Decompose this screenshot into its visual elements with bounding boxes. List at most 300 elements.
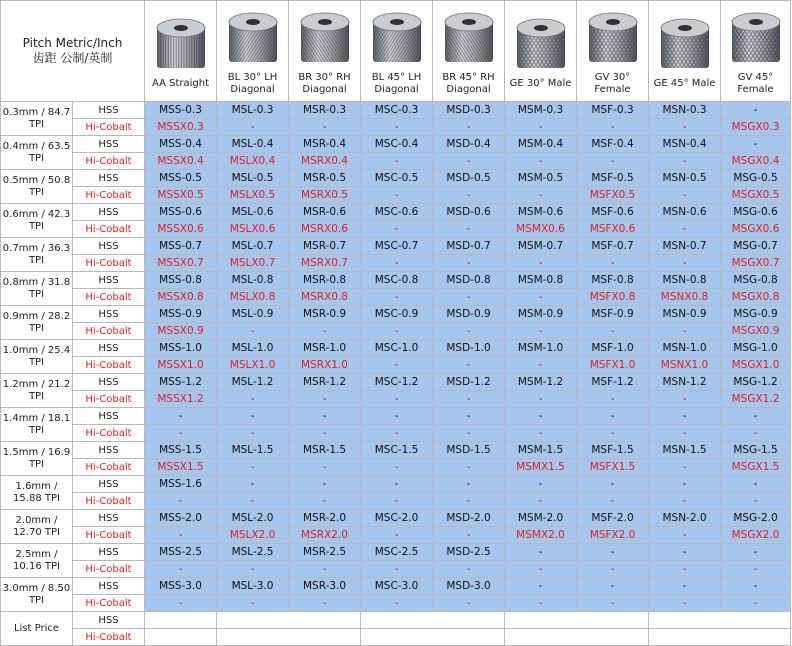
price-cell [649, 629, 791, 646]
part-number-cell: - [217, 408, 289, 425]
part-number-cell: - [433, 289, 505, 306]
part-number-cell: - [505, 289, 577, 306]
part-number-cell: - [289, 391, 361, 408]
part-number-cell: - [361, 323, 433, 340]
part-number-cell: - [649, 544, 721, 561]
part-number-cell: - [361, 561, 433, 578]
part-number-cell: MSF-0.5 [577, 170, 649, 187]
part-number-cell: MSC-1.0 [361, 340, 433, 357]
part-number-cell: - [721, 102, 791, 119]
material-cell: Hi-Cobalt [73, 119, 145, 136]
part-number-cell: MSG-1.0 [721, 340, 791, 357]
part-number-cell: - [433, 493, 505, 510]
material-cell: Hi-Cobalt [73, 255, 145, 272]
product-header-3 [289, 1, 361, 102]
material-cell: HSS [73, 442, 145, 459]
pitch-cell: 0.4mm / 63.5 TPI [1, 136, 73, 170]
part-number-cell: - [217, 561, 289, 578]
male-knurl-wheel-icon [649, 14, 720, 76]
part-number-cell: MSLX1.0 [217, 357, 289, 374]
part-number-cell: MSR-2.0 [289, 510, 361, 527]
part-number-cell: MSL-2.0 [217, 510, 289, 527]
part-number-cell: MSS-2.0 [145, 510, 217, 527]
part-number-cell: - [145, 561, 217, 578]
material-cell: Hi-Cobalt [73, 289, 145, 306]
part-number-cell: MSR-0.6 [289, 204, 361, 221]
part-number-cell: MSF-1.5 [577, 442, 649, 459]
table-row [1, 119, 791, 136]
part-number-cell: MSD-0.9 [433, 306, 505, 323]
part-number-cell: - [649, 561, 721, 578]
table-row [1, 272, 791, 289]
table-row [1, 476, 791, 493]
part-number-cell: - [217, 425, 289, 442]
pitch-cell: 0.5mm / 50.8 TPI [1, 170, 73, 204]
part-number-cell: MSM-0.6 [505, 204, 577, 221]
diagonal-knurl-wheel-icon [433, 8, 504, 70]
part-number-cell: - [361, 476, 433, 493]
table-row [1, 289, 791, 306]
part-number-cell: MSS-1.2 [145, 374, 217, 391]
part-number-cell: MSC-0.9 [361, 306, 433, 323]
part-number-cell: - [577, 544, 649, 561]
part-number-cell: - [361, 255, 433, 272]
part-number-cell: MSLX2.0 [217, 527, 289, 544]
part-number-cell: - [289, 561, 361, 578]
part-number-cell: - [289, 323, 361, 340]
material-cell: HSS [73, 136, 145, 153]
part-number-cell: - [433, 408, 505, 425]
pitch-cell: 1.5mm / 16.9 TPI [1, 442, 73, 476]
part-number-cell: - [361, 187, 433, 204]
table-row [1, 425, 791, 442]
part-number-cell: MSN-1.2 [649, 374, 721, 391]
part-number-cell: - [721, 136, 791, 153]
part-number-cell: - [649, 493, 721, 510]
part-number-cell: - [721, 476, 791, 493]
part-number-cell: MSF-0.3 [577, 102, 649, 119]
part-number-cell: - [505, 323, 577, 340]
pitch-cell: 0.7mm / 36.3 TPI [1, 238, 73, 272]
part-number-cell: - [361, 391, 433, 408]
part-number-cell: - [649, 476, 721, 493]
part-number-cell: MSC-2.5 [361, 544, 433, 561]
part-number-cell: - [145, 595, 217, 612]
part-number-cell: - [361, 221, 433, 238]
part-number-cell: MSLX0.8 [217, 289, 289, 306]
part-number-cell: MSLX0.5 [217, 187, 289, 204]
part-number-cell: MSFX1.5 [577, 459, 649, 476]
part-number-cell: - [649, 425, 721, 442]
table-row [1, 187, 791, 204]
part-number-cell: MSMX0.6 [505, 221, 577, 238]
list-price-label: List Price [1, 612, 73, 646]
part-number-cell: MSS-2.5 [145, 544, 217, 561]
part-number-cell: MSR-0.9 [289, 306, 361, 323]
material-cell: Hi-Cobalt [73, 561, 145, 578]
material-cell: HSS [73, 476, 145, 493]
part-number-cell: MSGX1.5 [721, 459, 791, 476]
part-number-cell: - [577, 561, 649, 578]
material-cell: Hi-Cobalt [73, 527, 145, 544]
part-number-cell: MSR-1.0 [289, 340, 361, 357]
product-header-9 [721, 1, 791, 102]
part-number-cell: MSM-0.9 [505, 306, 577, 323]
part-number-cell: MSL-0.8 [217, 272, 289, 289]
part-number-cell: MSN-0.5 [649, 170, 721, 187]
part-number-cell: - [649, 323, 721, 340]
material-cell: Hi-Cobalt [73, 595, 145, 612]
price-row [1, 612, 791, 629]
part-number-cell: - [649, 527, 721, 544]
part-number-cell: MSD-3.0 [433, 578, 505, 595]
part-number-cell: MSFX2.0 [577, 527, 649, 544]
part-number-cell: - [289, 595, 361, 612]
part-number-cell: - [577, 578, 649, 595]
part-number-cell: MSM-0.5 [505, 170, 577, 187]
part-number-cell: MSSX0.5 [145, 187, 217, 204]
table-row [1, 561, 791, 578]
part-number-cell: MSL-3.0 [217, 578, 289, 595]
part-number-cell: MSS-0.5 [145, 170, 217, 187]
part-number-cell: MSF-0.8 [577, 272, 649, 289]
part-number-cell: MSR-3.0 [289, 578, 361, 595]
pitch-cell: 1.0mm / 25.4 TPI [1, 340, 73, 374]
female-knurl-wheel-icon [721, 8, 790, 70]
product-header-8 [649, 1, 721, 102]
material-cell: HSS [73, 612, 145, 629]
part-number-cell: MSRX0.7 [289, 255, 361, 272]
straight-knurl-wheel-icon [145, 14, 216, 76]
part-number-cell: - [721, 493, 791, 510]
part-number-cell: - [649, 391, 721, 408]
part-number-cell: MSGX2.0 [721, 527, 791, 544]
part-number-cell: MSM-1.5 [505, 442, 577, 459]
part-number-cell: MSS-0.8 [145, 272, 217, 289]
part-number-cell: MSF-0.7 [577, 238, 649, 255]
part-number-cell: MSR-0.8 [289, 272, 361, 289]
part-number-cell: - [505, 187, 577, 204]
product-header-6 [505, 1, 577, 102]
material-cell: HSS [73, 374, 145, 391]
part-number-cell: MSS-3.0 [145, 578, 217, 595]
part-number-cell: MSL-0.3 [217, 102, 289, 119]
material-cell: HSS [73, 408, 145, 425]
material-cell: HSS [73, 578, 145, 595]
part-number-cell: - [505, 493, 577, 510]
part-number-cell: MSR-0.7 [289, 238, 361, 255]
part-number-cell: MSD-0.3 [433, 102, 505, 119]
part-number-cell: MSC-0.7 [361, 238, 433, 255]
part-number-cell: MSD-1.5 [433, 442, 505, 459]
part-number-cell: - [721, 408, 791, 425]
part-number-cell: - [505, 595, 577, 612]
part-number-cell: - [721, 561, 791, 578]
pitch-cell: 0.9mm / 28.2 TPI [1, 306, 73, 340]
material-cell: HSS [73, 238, 145, 255]
part-number-cell: - [649, 119, 721, 136]
pitch-cell: 0.6mm / 42.3 TPI [1, 204, 73, 238]
diagonal-knurl-wheel-icon [289, 8, 360, 70]
part-number-cell: MSR-1.2 [289, 374, 361, 391]
part-number-cell: MSL-1.2 [217, 374, 289, 391]
product-header-1 [145, 1, 217, 102]
part-number-cell: MSC-1.2 [361, 374, 433, 391]
part-number-cell: - [145, 493, 217, 510]
part-number-cell: MSC-2.0 [361, 510, 433, 527]
pitch-cell: 2.0mm / 12.70 TPI [1, 510, 73, 544]
material-cell: HSS [73, 340, 145, 357]
part-number-cell: MSD-0.5 [433, 170, 505, 187]
part-number-cell: MSL-1.5 [217, 442, 289, 459]
part-number-cell: - [577, 408, 649, 425]
part-number-cell: MSN-0.9 [649, 306, 721, 323]
part-number-cell: - [577, 119, 649, 136]
pitch-header-english: Pitch Metric/Inch [22, 36, 123, 50]
product-label: GE 45° Male [653, 78, 716, 89]
table-row [1, 102, 791, 119]
part-number-cell: - [361, 425, 433, 442]
price-cell [145, 612, 217, 629]
part-number-cell: - [649, 153, 721, 170]
part-number-cell: MSD-0.8 [433, 272, 505, 289]
part-number-cell: - [649, 459, 721, 476]
part-number-cell: MSL-0.7 [217, 238, 289, 255]
part-number-cell: MSGX0.6 [721, 221, 791, 238]
part-number-cell: MSLX0.4 [217, 153, 289, 170]
part-number-cell: MSM-1.2 [505, 374, 577, 391]
part-number-cell: MSS-0.7 [145, 238, 217, 255]
material-cell: Hi-Cobalt [73, 425, 145, 442]
part-number-cell: MSM-1.0 [505, 340, 577, 357]
pitch-cell: 0.8mm / 31.8 TPI [1, 272, 73, 306]
part-number-cell: MSM-2.0 [505, 510, 577, 527]
part-number-cell: MSGX0.9 [721, 323, 791, 340]
part-number-cell: MSSX1.2 [145, 391, 217, 408]
female-knurl-wheel-icon [577, 8, 648, 70]
part-number-cell: MSRX0.4 [289, 153, 361, 170]
part-number-cell: MSSX0.3 [145, 119, 217, 136]
part-number-cell: - [361, 459, 433, 476]
part-number-cell: - [289, 476, 361, 493]
pitch-cell: 1.2mm / 21.2 TPI [1, 374, 73, 408]
part-number-cell: MSF-2.0 [577, 510, 649, 527]
table-row [1, 221, 791, 238]
table-row [1, 544, 791, 561]
product-header-2 [217, 1, 289, 102]
part-number-cell: MSG-0.8 [721, 272, 791, 289]
material-cell: HSS [73, 272, 145, 289]
price-cell [505, 629, 649, 646]
part-number-cell: MSS-0.9 [145, 306, 217, 323]
part-number-cell: MSS-0.6 [145, 204, 217, 221]
material-cell: Hi-Cobalt [73, 221, 145, 238]
part-number-cell: - [433, 323, 505, 340]
part-number-cell: MSN-1.5 [649, 442, 721, 459]
part-number-cell: - [361, 153, 433, 170]
part-number-cell: MSSX0.8 [145, 289, 217, 306]
table-row [1, 255, 791, 272]
part-number-cell: - [721, 544, 791, 561]
product-label: GV 45° Female [737, 72, 774, 95]
part-number-cell: MSM-0.7 [505, 238, 577, 255]
part-number-cell: MSSX1.5 [145, 459, 217, 476]
part-number-cell: - [217, 459, 289, 476]
material-cell: HSS [73, 204, 145, 221]
part-number-cell: MSG-2.0 [721, 510, 791, 527]
part-number-cell: - [577, 425, 649, 442]
part-number-cell: MSS-1.5 [145, 442, 217, 459]
part-number-cell: - [649, 408, 721, 425]
part-number-cell: - [217, 323, 289, 340]
product-header-5 [433, 1, 505, 102]
material-cell: Hi-Cobalt [73, 323, 145, 340]
part-number-cell: MSR-0.3 [289, 102, 361, 119]
product-label: GE 30° Male [509, 78, 572, 89]
part-number-cell: MSGX0.8 [721, 289, 791, 306]
part-number-cell: - [361, 493, 433, 510]
part-number-cell: MSLX0.7 [217, 255, 289, 272]
part-number-cell: - [361, 119, 433, 136]
part-number-cell: MSN-0.6 [649, 204, 721, 221]
part-number-cell: - [433, 391, 505, 408]
pitch-cell: 2.5mm / 10.16 TPI [1, 544, 73, 578]
part-number-cell: MSN-0.7 [649, 238, 721, 255]
part-number-cell: - [217, 476, 289, 493]
part-number-cell: MSR-2.5 [289, 544, 361, 561]
table-row [1, 442, 791, 459]
part-number-cell: MSGX0.7 [721, 255, 791, 272]
part-number-cell: - [649, 595, 721, 612]
part-number-cell: - [649, 221, 721, 238]
part-number-cell: MSNX1.0 [649, 357, 721, 374]
part-number-cell: MSD-1.2 [433, 374, 505, 391]
part-number-cell: - [361, 408, 433, 425]
part-number-cell: - [361, 357, 433, 374]
part-number-cell: - [505, 119, 577, 136]
part-number-cell: MSMX2.0 [505, 527, 577, 544]
part-number-cell: - [289, 493, 361, 510]
part-number-cell: - [721, 425, 791, 442]
table-row [1, 374, 791, 391]
part-number-cell: - [433, 561, 505, 578]
part-number-cell: MSC-0.4 [361, 136, 433, 153]
part-number-cell: MSM-0.8 [505, 272, 577, 289]
part-number-cell: - [433, 595, 505, 612]
part-number-cell: MSRX1.0 [289, 357, 361, 374]
part-number-cell: MSL-2.5 [217, 544, 289, 561]
part-number-cell: MSSX0.9 [145, 323, 217, 340]
part-number-cell: - [433, 527, 505, 544]
part-number-cell: MSRX2.0 [289, 527, 361, 544]
price-cell [217, 629, 361, 646]
part-number-cell: MSFX0.6 [577, 221, 649, 238]
part-number-cell: - [433, 153, 505, 170]
part-number-cell: MSG-1.5 [721, 442, 791, 459]
part-number-cell: MSN-0.8 [649, 272, 721, 289]
part-number-cell: - [289, 425, 361, 442]
material-cell: HSS [73, 170, 145, 187]
product-label: BL 30° LH Diagonal [227, 72, 278, 95]
table-row [1, 595, 791, 612]
table-row [1, 527, 791, 544]
price-row [1, 629, 791, 646]
part-number-cell: MSD-2.5 [433, 544, 505, 561]
part-number-cell: MSD-1.0 [433, 340, 505, 357]
part-number-cell: MSSX0.6 [145, 221, 217, 238]
material-cell: HSS [73, 306, 145, 323]
part-number-cell: MSGX0.4 [721, 153, 791, 170]
part-number-cell: - [433, 459, 505, 476]
table-row [1, 306, 791, 323]
price-cell [217, 612, 361, 629]
part-number-cell: MSSX1.0 [145, 357, 217, 374]
part-number-cell: - [361, 289, 433, 306]
product-label: AA Straight [152, 78, 210, 89]
part-number-cell: MSR-1.5 [289, 442, 361, 459]
product-label: BR 30° RH Diagonal [298, 72, 351, 95]
part-number-cell: MSFX0.8 [577, 289, 649, 306]
part-number-cell: MSD-2.0 [433, 510, 505, 527]
material-cell: Hi-Cobalt [73, 629, 145, 646]
part-number-cell: MSC-0.5 [361, 170, 433, 187]
table-row [1, 357, 791, 374]
part-number-cell: MSFX0.5 [577, 187, 649, 204]
part-number-cell: MSC-0.6 [361, 204, 433, 221]
part-number-cell: - [721, 595, 791, 612]
part-number-cell: MSRX0.8 [289, 289, 361, 306]
part-number-cell: - [433, 357, 505, 374]
part-number-cell: - [505, 476, 577, 493]
part-number-cell: - [361, 527, 433, 544]
part-number-cell: - [577, 391, 649, 408]
part-number-cell: MSN-2.0 [649, 510, 721, 527]
catalog-body [1, 102, 791, 646]
part-number-cell: MSG-0.5 [721, 170, 791, 187]
part-number-cell: - [433, 187, 505, 204]
price-cell [505, 612, 649, 629]
part-number-cell: MSF-0.6 [577, 204, 649, 221]
part-number-cell: MSD-0.4 [433, 136, 505, 153]
part-number-cell: - [505, 391, 577, 408]
product-header-4 [361, 1, 433, 102]
part-number-cell: MSL-0.4 [217, 136, 289, 153]
part-number-cell: MSC-0.3 [361, 102, 433, 119]
part-number-cell: MSS-0.4 [145, 136, 217, 153]
part-number-cell: MSNX0.8 [649, 289, 721, 306]
part-number-cell: MSR-0.5 [289, 170, 361, 187]
pitch-cell: 1.6mm / 15.88 TPI [1, 476, 73, 510]
part-number-cell: MSG-1.2 [721, 374, 791, 391]
part-number-cell: - [505, 544, 577, 561]
product-label: BL 45° LH Diagonal [371, 72, 422, 95]
table-row [1, 578, 791, 595]
part-number-cell: MSRX0.5 [289, 187, 361, 204]
part-number-cell: MSD-0.6 [433, 204, 505, 221]
part-number-cell: - [577, 153, 649, 170]
pitch-header [1, 1, 145, 102]
table-row [1, 238, 791, 255]
part-number-cell: - [649, 578, 721, 595]
pitch-cell: 0.3mm / 84.7 TPI [1, 102, 73, 136]
part-number-cell: MSGX0.5 [721, 187, 791, 204]
header-row [1, 1, 791, 102]
part-number-cell: - [145, 527, 217, 544]
part-number-cell: - [433, 221, 505, 238]
table-row [1, 493, 791, 510]
part-number-cell: - [505, 357, 577, 374]
part-number-cell: MSM-0.4 [505, 136, 577, 153]
